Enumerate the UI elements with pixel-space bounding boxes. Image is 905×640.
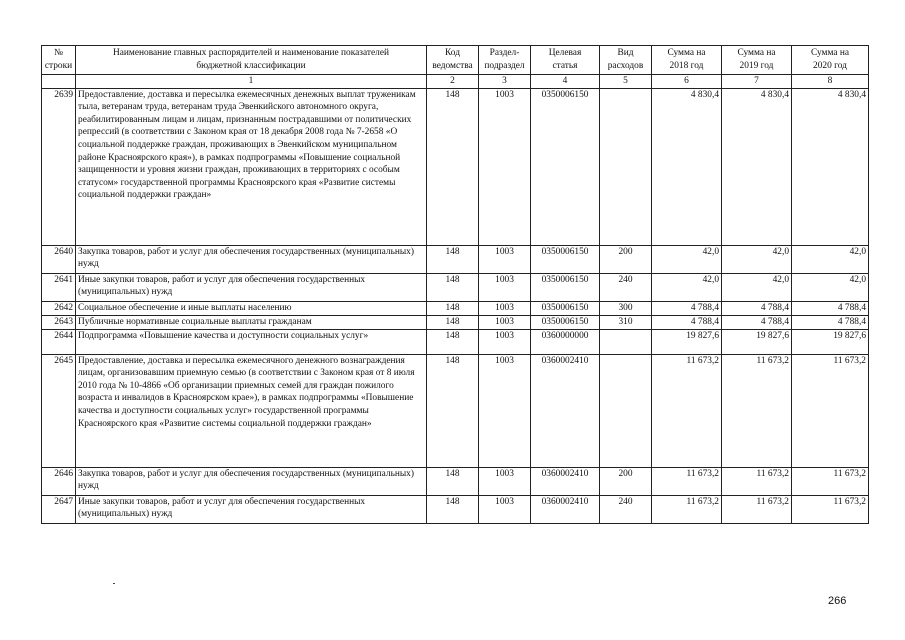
header-cel	[531, 46, 600, 75]
header-line: №	[54, 48, 63, 59]
row-sum-2018: 4 830,4	[652, 88, 722, 245]
header-line: статья	[552, 61, 578, 71]
header-sum-2020	[792, 46, 869, 75]
table-row	[42, 329, 869, 354]
row-name: Подпрограмма «Повышение качества и доступности социальных услуг»	[76, 329, 427, 354]
header-line: 2020 год	[813, 61, 847, 71]
column-number: 7	[722, 75, 792, 89]
row-sum-2018: 19 827,6	[652, 329, 722, 354]
row-razdel: 1003	[479, 315, 531, 329]
row-vid: 240	[600, 495, 652, 523]
table-row	[42, 273, 869, 301]
row-sum-2020: 11 673,2	[792, 467, 869, 495]
row-ved: 148	[427, 329, 479, 354]
header-ved	[427, 46, 479, 75]
row-number: 2644	[42, 329, 76, 354]
row-vid: 200	[600, 245, 652, 273]
row-number: 2642	[42, 301, 76, 315]
table-row	[42, 315, 869, 329]
row-cel: 0350006150	[531, 88, 600, 245]
row-sum-2018: 4 788,4	[652, 315, 722, 329]
header-sum-2019	[722, 46, 792, 75]
header-line: Сумма на	[667, 48, 706, 59]
header-vid	[600, 46, 652, 75]
header-row	[42, 46, 869, 75]
row-number: 2639	[42, 88, 76, 245]
column-numbers-row	[42, 75, 869, 89]
column-number: 2	[427, 75, 479, 89]
row-name: Предоставление, доставка и пересылка ежемесячных денежных выплат труженикам тыла, ветеранам труда, ветеранам труда Эвенкийского автономного округа, реабилитированным лицам и лицам, признанным пострадавшими от политических репрессий (в соответствии с Законом края от 18 декабря 2008 года № 7-2658 «О социальной поддержке граждан, проживающих в Эвенкийском муниципальном районе Красноярского края»), в рамках подпрограммы «Повышение социальной защищенности и уровня жизни граждан, проживающих в территориях с особым статусом» государственной программы Красноярского края «Развитие системы социальной поддержки граждан»	[76, 88, 427, 245]
row-number: 2646	[42, 467, 76, 495]
row-sum-2019: 42,0	[722, 273, 792, 301]
row-ved: 148	[427, 301, 479, 315]
row-sum-2018: 11 673,2	[652, 467, 722, 495]
row-razdel: 1003	[479, 329, 531, 354]
row-name: Закупка товаров, работ и услуг для обеспечения государственных (муниципальных) нужд	[76, 467, 427, 495]
row-number: 2645	[42, 354, 76, 467]
row-ved: 148	[427, 354, 479, 467]
table-row	[42, 495, 869, 523]
row-razdel: 1003	[479, 245, 531, 273]
header-razdel	[479, 46, 531, 75]
header-line: Сумма на	[737, 48, 776, 59]
row-ved: 148	[427, 88, 479, 245]
row-sum-2018: 4 788,4	[652, 301, 722, 315]
budget-table	[41, 45, 869, 524]
row-ved: 148	[427, 245, 479, 273]
row-razdel: 1003	[479, 467, 531, 495]
row-cel: 0350006150	[531, 301, 600, 315]
table-row	[42, 88, 869, 245]
column-number: 4	[531, 75, 600, 89]
header-line: подраздел	[484, 61, 525, 71]
row-sum-2020: 4 788,4	[792, 315, 869, 329]
column-number: 3	[479, 75, 531, 89]
row-sum-2019: 4 788,4	[722, 315, 792, 329]
row-vid: 310	[600, 315, 652, 329]
table-row	[42, 301, 869, 315]
header-line: 2018 год	[669, 61, 704, 71]
header-line: Сумма на	[810, 48, 850, 59]
row-name: Иные закупки товаров, работ и услуг для обеспечения государственных (муниципальных) нужд	[76, 273, 427, 301]
row-sum-2020: 11 673,2	[792, 495, 869, 523]
column-number: 5	[600, 75, 652, 89]
row-ved: 148	[427, 273, 479, 301]
header-line: строки	[44, 61, 73, 71]
column-number: 6	[652, 75, 722, 89]
row-cel: 0360002410	[531, 495, 600, 523]
row-name: Социальное обеспечение и иные выплаты населению	[76, 301, 427, 315]
table-body	[42, 88, 869, 523]
row-ved: 148	[427, 495, 479, 523]
row-sum-2019: 4 830,4	[722, 88, 792, 245]
header-line: Вид	[617, 48, 634, 59]
row-sum-2020: 42,0	[792, 273, 869, 301]
header-name	[76, 46, 427, 75]
header-line: ведомства	[432, 61, 473, 71]
row-razdel: 1003	[479, 354, 531, 467]
row-sum-2020: 19 827,6	[792, 329, 869, 354]
row-sum-2019: 4 788,4	[722, 301, 792, 315]
row-sum-2018: 42,0	[652, 273, 722, 301]
header-line: Целевая	[548, 48, 582, 59]
row-sum-2018: 42,0	[652, 245, 722, 273]
column-number: 1	[76, 75, 427, 89]
row-name: Иные закупки товаров, работ и услуг для обеспечения государственных (муниципальных) нужд	[76, 495, 427, 523]
header-line: Код	[445, 48, 460, 59]
row-number: 2641	[42, 273, 76, 301]
row-sum-2018: 11 673,2	[652, 495, 722, 523]
row-razdel: 1003	[479, 88, 531, 245]
row-sum-2019: 11 673,2	[722, 467, 792, 495]
row-vid	[600, 329, 652, 354]
scan-speck	[113, 583, 115, 584]
row-cel: 0350006150	[531, 245, 600, 273]
row-sum-2020: 11 673,2	[792, 354, 869, 467]
row-sum-2019: 11 673,2	[722, 354, 792, 467]
row-vid: 240	[600, 273, 652, 301]
row-number: 2643	[42, 315, 76, 329]
row-razdel: 1003	[479, 495, 531, 523]
row-cel: 0350006150	[531, 273, 600, 301]
row-name: Закупка товаров, работ и услуг для обеспечения государственных (муниципальных) нужд	[76, 245, 427, 273]
row-razdel: 1003	[479, 273, 531, 301]
header-line: 2019 год	[739, 61, 774, 71]
table-row	[42, 245, 869, 273]
table-row	[42, 354, 869, 467]
row-sum-2019: 42,0	[722, 245, 792, 273]
row-sum-2020: 4 830,4	[792, 88, 869, 245]
header-sum-2018	[652, 46, 722, 75]
row-vid: 200	[600, 467, 652, 495]
page-number: 266	[828, 595, 847, 607]
column-number	[42, 75, 76, 89]
row-cel: 0360000000	[531, 329, 600, 354]
row-vid	[600, 88, 652, 245]
row-sum-2020: 42,0	[792, 245, 869, 273]
header-line: расходов	[607, 61, 644, 71]
header-row-number	[42, 46, 76, 75]
row-number: 2647	[42, 495, 76, 523]
row-ved: 148	[427, 467, 479, 495]
header-line: Наименование главных распорядителей и наименование показателей	[112, 48, 390, 59]
row-cel: 0360002410	[531, 354, 600, 467]
row-name: Предоставление, доставка и пересылка ежемесячного денежного вознаграждения лицам, организовавшим приемную семью (в соответствии с Законом края от 8 июля 2010 года № 10-4866 «Об организации приемных семей для граждан пожилого возраста и инвалидов в Красноярском крае»), в рамках подпрограммы «Повышение качества и доступности социальных услуг» государственной программы Красноярского края «Развитие системы социальной поддержки граждан»	[76, 354, 427, 467]
header-line: Раздел-	[489, 48, 520, 59]
row-sum-2019: 19 827,6	[722, 329, 792, 354]
row-cel: 0350006150	[531, 315, 600, 329]
row-ved: 148	[427, 315, 479, 329]
row-sum-2019: 11 673,2	[722, 495, 792, 523]
header-line: бюджетной классификации	[196, 61, 306, 71]
row-vid	[600, 354, 652, 467]
row-number: 2640	[42, 245, 76, 273]
row-vid: 300	[600, 301, 652, 315]
table-row	[42, 467, 869, 495]
row-sum-2018: 11 673,2	[652, 354, 722, 467]
row-sum-2020: 4 788,4	[792, 301, 869, 315]
row-razdel: 1003	[479, 301, 531, 315]
column-number: 8	[792, 75, 869, 89]
row-name: Публичные нормативные социальные выплаты гражданам	[76, 315, 427, 329]
row-cel: 0360002410	[531, 467, 600, 495]
table-header	[42, 46, 869, 89]
